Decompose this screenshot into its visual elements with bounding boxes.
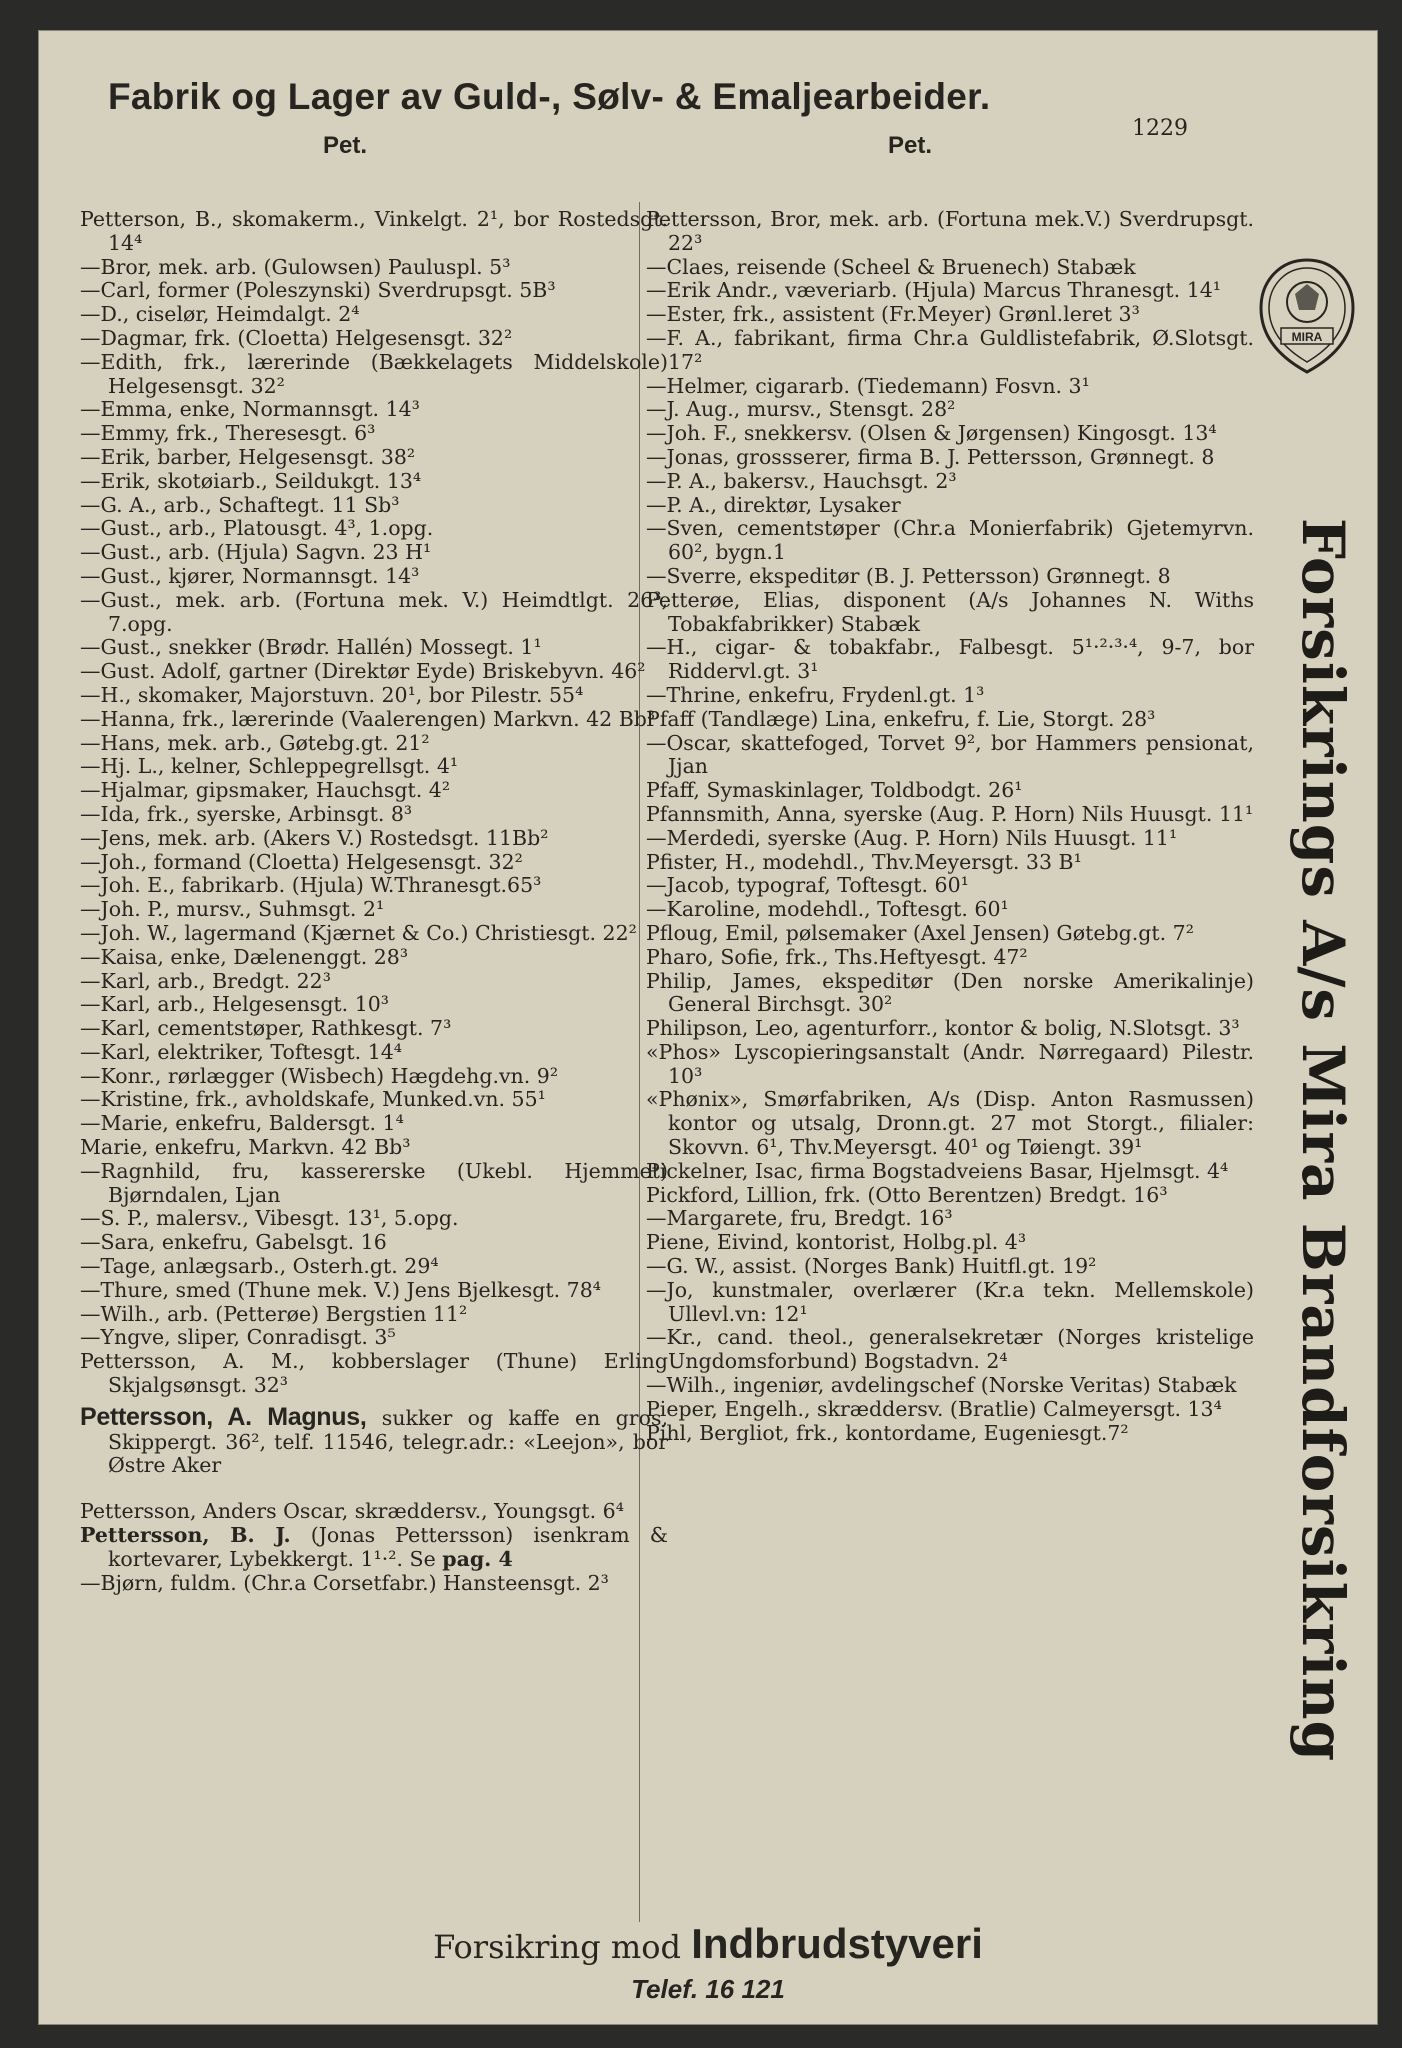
directory-entry: —H., cigar- & tobakfabr., Falbesgt. 5¹·²·³·⁴, 9-7, bor Riddervl.gt. 3¹ bbox=[646, 635, 1254, 684]
left-guide-word: Pet. bbox=[323, 132, 368, 159]
directory-entry: —Joh. W., lagermand (Kjærnet & Co.) Christiesgt. 22² bbox=[80, 920, 637, 945]
directory-entry: —Kaisa, enke, Dælenenggt. 28³ bbox=[80, 944, 409, 969]
directory-entry: —Carl, former (Poleszynski) Sverdrupsgt. 5B³ bbox=[80, 278, 556, 303]
vertical-advertisement bbox=[1289, 430, 1357, 1850]
directory-entry: —Gust., snekker (Brødr. Hallén) Mossegt. 1¹ bbox=[80, 635, 542, 660]
directory-entry: —Tage, anlægsarb., Osterh.gt. 29⁴ bbox=[80, 1254, 439, 1279]
right-column-entries bbox=[646, 208, 1254, 1445]
right-guide-word: Pet. bbox=[888, 132, 933, 159]
directory-entry: —Margarete, fru, Bredgt. 16³ bbox=[646, 1206, 953, 1231]
directory-entry: —Thure, smed (Thune mek. V.) Jens Bjelkesgt. 78⁴ bbox=[80, 1277, 601, 1302]
directory-entry: —Joh., formand (Cloetta) Helgesensgt. 32² bbox=[80, 849, 523, 874]
directory-entry: Philip, James, ekspeditør (Den norske Amerikalinje) General Birchsgt. 30² bbox=[646, 968, 1254, 1017]
directory-entry: Pfaff, Symaskinlager, Toldbodgt. 26¹ bbox=[646, 778, 1023, 803]
left-column-last-entries bbox=[80, 1572, 668, 1596]
logo-label: MIRA bbox=[1291, 330, 1323, 344]
directory-entry: —Bror, mek. arb. (Gulowsen) Pauluspl. 5³ bbox=[80, 254, 511, 279]
directory-entry: —Kristine, frk., avholdskafe, Munked.vn. 55¹ bbox=[80, 1087, 546, 1112]
directory-entry: —Emma, enke, Normannsgt. 14³ bbox=[80, 397, 420, 422]
left-column-tail-entries bbox=[80, 1500, 668, 1524]
directory-entry: —Gust., arb. (Hjula) Sagvn. 23 H¹ bbox=[80, 540, 432, 565]
directory-entry: —Ragnhild, fru, kassererske (Ukebl. Hjemmet) Bjørndalen, Ljan bbox=[80, 1158, 668, 1207]
directory-entry: Petterson, B., skomakerm., Vinkelgt. 2¹, bor Rostedsgt. 14⁴ bbox=[80, 207, 668, 255]
right-column bbox=[646, 208, 1254, 1445]
directory-entry: —Sven, cementstøper (Chr.a Monierfabrik) Gjetemyrvn. 60², bygn.1 bbox=[646, 516, 1254, 565]
directory-entry: Piene, Eivind, kontorist, Holbg.pl. 4³ bbox=[646, 1230, 1027, 1255]
directory-entry: —Konr., rørlægger (Wisbech) Hægdehg.vn. 9² bbox=[80, 1063, 559, 1088]
directory-entry: Pickelner, Isac, firma Bogstadveiens Basar, Hjelmsgt. 4⁴ bbox=[646, 1158, 1229, 1183]
bold-entry-text: (Jonas Pettersson) isenkram & kortevarer, Lybekkergt. 1¹·². Se bbox=[108, 1523, 668, 1571]
directory-entry: —P. A., direktør, Lysaker bbox=[646, 492, 901, 517]
footer-telephone: Telef. 16 121 bbox=[631, 1974, 785, 2004]
bold-entry-ref: pag. 4 bbox=[442, 1546, 513, 1571]
directory-entry: —G. A., arb., Schaftegt. 11 Sb³ bbox=[80, 492, 400, 517]
directory-entry: Pettersson, A. M., kobberslager (Thune) Erling Skjalgsønsgt. 32³ bbox=[80, 1349, 668, 1398]
vertical-advertisement-text: Forsikrings A/s Mira Brandforsikring bbox=[1289, 517, 1357, 1763]
directory-entry: —Karl, arb., Helgesensgt. 10³ bbox=[80, 992, 390, 1017]
ad-entry-magnus bbox=[80, 1402, 668, 1478]
directory-entry: —Jacob, typograf, Toftesgt. 60¹ bbox=[646, 873, 969, 898]
directory-entry: —Hanna, frk., lærerinde (Vaalerengen) Markvn. 42 Bb³ bbox=[80, 706, 656, 731]
directory-entry: —Dagmar, frk. (Cloetta) Helgesensgt. 32² bbox=[80, 325, 513, 350]
directory-entry: —Ida, frk., syerske, Arbinsgt. 8³ bbox=[80, 801, 413, 826]
directory-entry: —Bjørn, fuldm. (Chr.a Corsetfabr.) Hansteensgt. 2³ bbox=[80, 1570, 609, 1595]
directory-entry: Marie, enkefru, Markvn. 42 Bb³ bbox=[80, 1135, 411, 1160]
directory-entry: —Joh. E., fabrikarb. (Hjula) W.Thranesgt.65³ bbox=[80, 873, 542, 898]
directory-entry: —Jo, kunstmaler, overlærer (Kr.a tekn. Mellemskole) Ullevl.vn: 12¹ bbox=[646, 1277, 1254, 1326]
directory-entry: —Karoline, modehdl., Toftesgt. 60¹ bbox=[646, 897, 1009, 922]
page-header-title: Fabrik og Lager av Guld-, Sølv- & Emaljearbeider. bbox=[108, 76, 991, 117]
directory-entry: Pharo, Sofie, frk., Ths.Heftyesgt. 47² bbox=[646, 944, 1028, 969]
directory-entry: —Wilh., arb. (Petterøe) Bergstien 11² bbox=[80, 1301, 468, 1326]
directory-entry: Pettersson, Anders Oscar, skræddersv., Youngsgt. 6⁴ bbox=[80, 1499, 624, 1524]
footer-big-text: Indbrudstyveri bbox=[691, 1920, 983, 1967]
directory-entry: «Phønix», Smørfabriken, A/s (Disp. Anton Rasmussen) kontor og utsalg, Dronn.gt. 27 mot Storgt., filialer: Skovvn. 6¹, Thv.Meyersgt. 40¹ og Tøiengt. 39¹ bbox=[646, 1087, 1254, 1160]
ad-entry-text: sukker og kaffe en gros, Skippergt. 36², telf. 11546, telegr.adr.: «Leejon», bor Østre Aker bbox=[108, 1405, 668, 1478]
directory-entry: —Erik, skotøiarb., Seildukgt. 13⁴ bbox=[80, 468, 422, 493]
directory-entry: Pfloug, Emil, pølsemaker (Axel Jensen) Gøtebg.gt. 7² bbox=[646, 920, 1194, 945]
directory-entry: —Merdedi, syerske (Aug. P. Horn) Nils Huusgt. 11¹ bbox=[646, 825, 1178, 850]
directory-entry: —Ester, frk., assistent (Fr.Meyer) Grønl.leret 3³ bbox=[646, 302, 1140, 327]
directory-entry: —H., skomaker, Majorstuvn. 20¹, bor Pilestr. 55⁴ bbox=[80, 682, 584, 707]
footer-prefix: Forsikring mod bbox=[433, 1928, 682, 1966]
directory-entry: —Gust., arb., Platousgt. 4³, 1.opg. bbox=[80, 516, 434, 541]
directory-entry: Petterøe, Elias, disponent (A/s Johannes N. Withs Tobakfabrikker) Stabæk bbox=[646, 587, 1254, 636]
directory-entry: —Kr., cand. theol., generalsekretær (Norges kristelige Ungdomsforbund) Bogstadvn. 2⁴ bbox=[646, 1325, 1254, 1374]
directory-entry: —Karl, cementstøper, Rathkesgt. 7³ bbox=[80, 1016, 452, 1041]
directory-entry: —Thrine, enkefru, Frydenl.gt. 1³ bbox=[646, 682, 985, 707]
bold-entry-name: Pettersson, B. J. bbox=[80, 1523, 291, 1548]
directory-entry: —Claes, reisende (Scheel & Bruenech) Stabæk bbox=[646, 254, 1136, 279]
directory-entry: —Emmy, frk., Theresesgt. 6³ bbox=[80, 421, 376, 446]
directory-entry: —Edith, frk., lærerinde (Bækkelagets Middelskole) Helgesensgt. 32² bbox=[80, 349, 668, 398]
directory-entry: —Hj. L., kelner, Schleppegrellsgt. 4¹ bbox=[80, 754, 459, 779]
directory-entry: —Gust., kjører, Normannsgt. 14³ bbox=[80, 563, 420, 588]
directory-entry: Pfaff (Tandlæge) Lina, enkefru, f. Lie, Storgt. 28³ bbox=[646, 706, 1156, 731]
footer-advertisement bbox=[38, 1920, 1378, 1968]
directory-entry: Pettersson, Bror, mek. arb. (Fortuna mek.V.) Sverdrupsgt. 22³ bbox=[646, 207, 1254, 255]
directory-entry: —Erik, barber, Helgesensgt. 38² bbox=[80, 444, 416, 469]
directory-entry: —Joh. F., snekkersv. (Olsen & Jørgensen) Kingosgt. 13⁴ bbox=[646, 421, 1217, 446]
left-column-entries bbox=[80, 208, 668, 1398]
directory-entry: —P. A., bakersv., Hauchsgt. 2³ bbox=[646, 468, 957, 493]
directory-entry: Pihl, Bergliot, frk., kontordame, Eugeniesgt.7² bbox=[646, 1420, 1129, 1445]
directory-entry: «Phos» Lyscopieringsanstalt (Andr. Nørregaard) Pilestr. 10³ bbox=[646, 1039, 1254, 1088]
directory-entry: —Karl, arb., Bredgt. 22³ bbox=[80, 968, 331, 993]
directory-entry: —Karl, elektriker, Toftesgt. 14⁴ bbox=[80, 1039, 402, 1064]
directory-entry: —Hjalmar, gipsmaker, Hauchsgt. 4² bbox=[80, 778, 451, 803]
left-column bbox=[80, 208, 668, 1595]
directory-entry: —Sara, enkefru, Gabelsgt. 16 bbox=[80, 1230, 387, 1255]
page-number: 1229 bbox=[1132, 116, 1188, 141]
directory-entry: —Helmer, cigararb. (Tiedemann) Fosvn. 3¹ bbox=[646, 373, 1090, 398]
spacer bbox=[80, 1478, 668, 1500]
directory-entry: —Marie, enkefru, Baldersgt. 1⁴ bbox=[80, 1111, 404, 1136]
directory-entry: —J. Aug., mursv., Stensgt. 28² bbox=[646, 397, 956, 422]
directory-entry: Pfannsmith, Anna, syerske (Aug. P. Horn) Nils Huusgt. 11¹ bbox=[646, 801, 1254, 826]
directory-entry: —G. W., assist. (Norges Bank) Huitfl.gt. 19² bbox=[646, 1254, 1097, 1279]
directory-entry: —D., ciselør, Heimdalgt. 2⁴ bbox=[80, 302, 360, 327]
directory-entry: Pickford, Lillion, frk. (Otto Berentzen) Bredgt. 16³ bbox=[646, 1182, 1168, 1207]
directory-entry: Philipson, Leo, agenturforr., kontor & bolig, N.Slotsgt. 3³ bbox=[646, 1016, 1240, 1041]
ad-entry-name: Pettersson, A. Magnus, bbox=[80, 1402, 367, 1431]
directory-entry: —Erik Andr., væveriarb. (Hjula) Marcus Thranesgt. 14¹ bbox=[646, 278, 1221, 303]
directory-entry: —Gust. Adolf, gartner (Direktør Eyde) Briskebyvn. 46² bbox=[80, 659, 646, 684]
bold-entry-bj bbox=[80, 1524, 668, 1572]
directory-entry: —S. P., malersv., Vibesgt. 13¹, 5.opg. bbox=[80, 1206, 459, 1231]
directory-entry: —Jonas, grossserer, firma B. J. Pettersson, Grønnegt. 8 bbox=[646, 444, 1215, 469]
directory-entry: —Jens, mek. arb. (Akers V.) Rostedsgt. 11Bb² bbox=[80, 825, 549, 850]
directory-entry: —Yngve, sliper, Conradisgt. 3⁵ bbox=[80, 1325, 396, 1350]
directory-entry: —F. A., fabrikant, firma Chr.a Guldlistefabrik, Ø.Slotsgt. 17² bbox=[646, 325, 1254, 374]
mira-logo-icon bbox=[1253, 254, 1361, 378]
directory-entry: —Sverre, ekspeditør (B. J. Pettersson) Grønnegt. 8 bbox=[646, 563, 1171, 588]
directory-page bbox=[38, 30, 1378, 2025]
directory-entry: —Joh. P., mursv., Suhmsgt. 2¹ bbox=[80, 897, 385, 922]
directory-entry: —Hans, mek. arb., Gøtebg.gt. 21² bbox=[80, 730, 430, 755]
directory-entry: Pfister, H., modehdl., Thv.Meyersgt. 33 B¹ bbox=[646, 849, 1082, 874]
directory-entry: —Gust., mek. arb. (Fortuna mek. V.) Heimdtlgt. 26³, 7.opg. bbox=[80, 587, 668, 636]
directory-entry: Pieper, Engelh., skræddersv. (Bratlie) Calmeyersgt. 13⁴ bbox=[646, 1396, 1222, 1421]
directory-entry: —Oscar, skattefoged, Torvet 9², bor Hammers pensionat, Jjan bbox=[646, 730, 1254, 779]
directory-entry: —Wilh., ingeniør, avdelingschef (Norske Veritas) Stabæk bbox=[646, 1373, 1237, 1398]
